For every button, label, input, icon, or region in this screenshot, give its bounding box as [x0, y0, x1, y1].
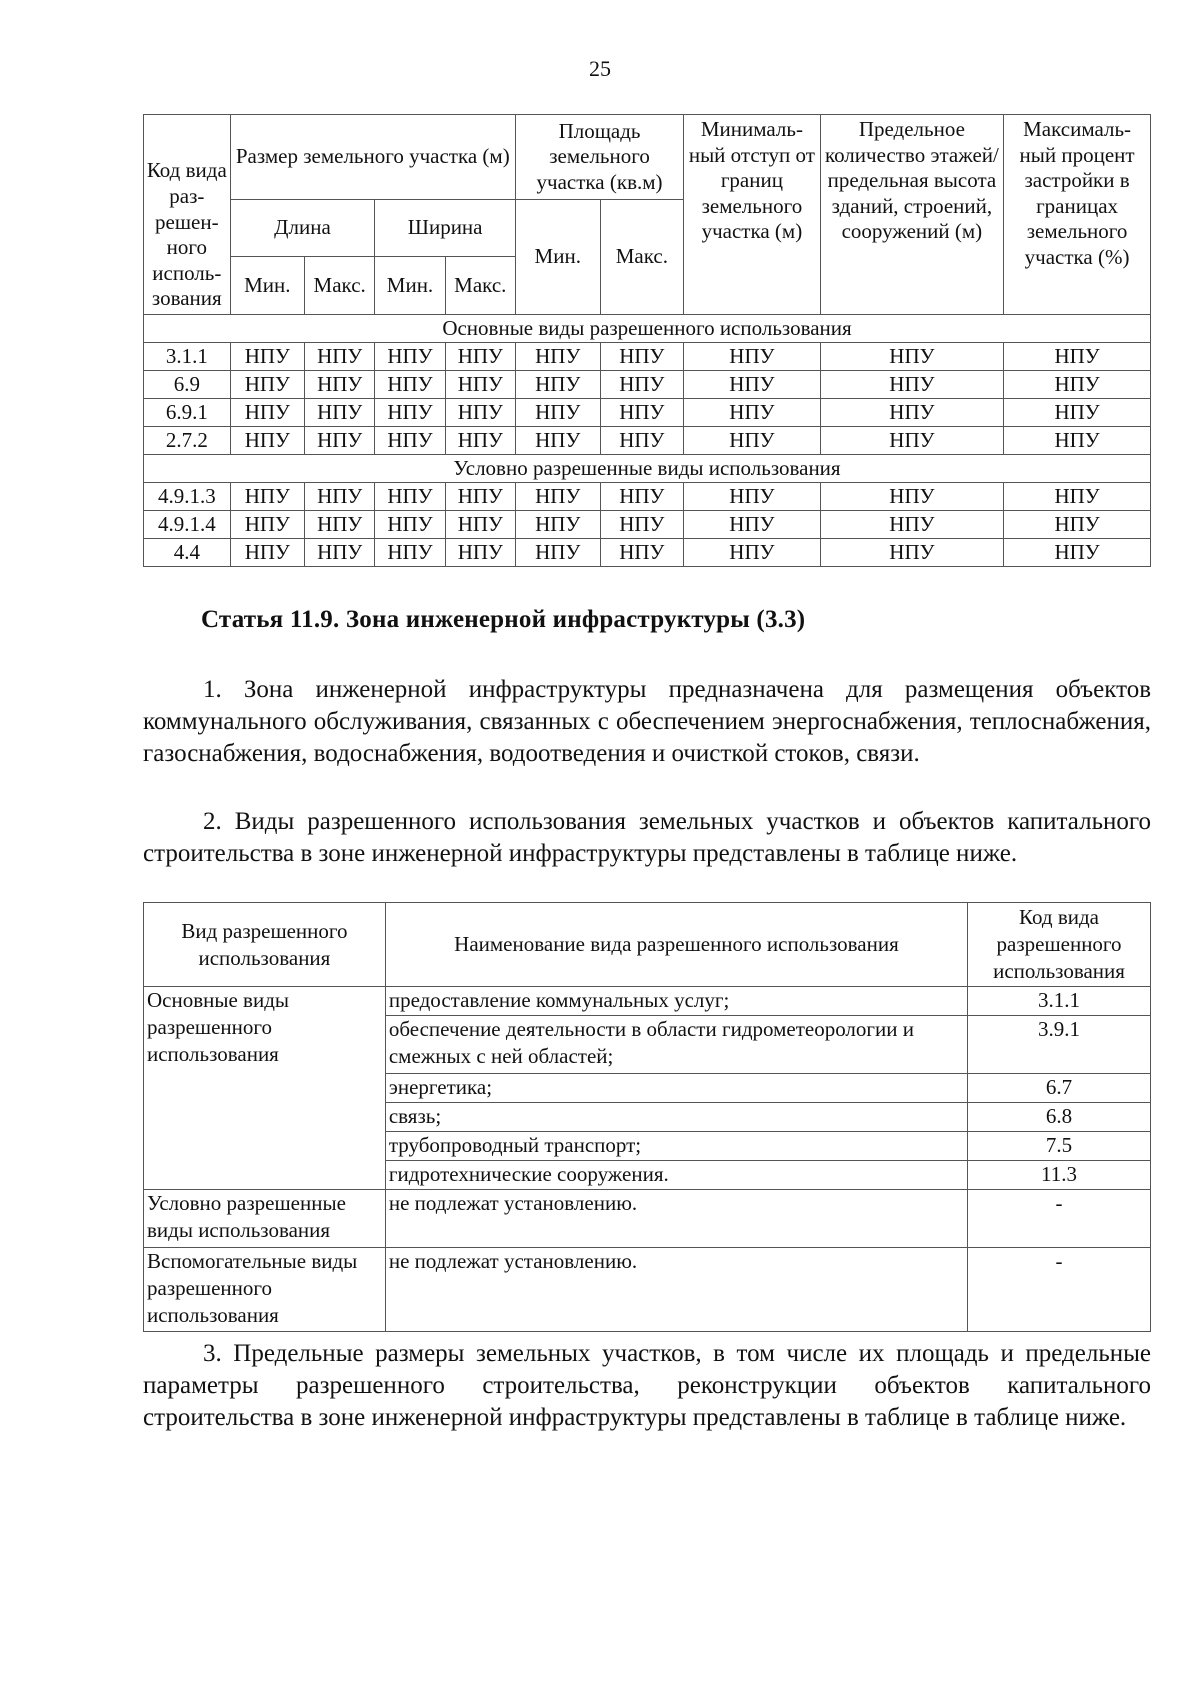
- row-code: 3.1.1: [144, 343, 231, 371]
- cell: НПУ: [375, 399, 445, 427]
- cell: НПУ: [684, 427, 821, 455]
- cell: НПУ: [305, 539, 375, 567]
- table-row: [144, 1190, 1151, 1248]
- row-code: 4.4: [144, 539, 231, 567]
- cell: НПУ: [600, 399, 684, 427]
- table-row: [144, 1248, 1151, 1332]
- header-width-max: Макс.: [445, 257, 515, 315]
- row-code: 6.9: [144, 371, 231, 399]
- row-code: 6.9.1: [144, 399, 231, 427]
- cell: НПУ: [1004, 427, 1151, 455]
- section-conditional: Условно разрешенные виды использования: [144, 455, 1151, 483]
- cell: НПУ: [445, 483, 515, 511]
- header-code: Код вида разрешенного использования: [968, 903, 1151, 987]
- cell: НПУ: [515, 399, 600, 427]
- row-code: 2.7.2: [144, 427, 231, 455]
- header-width-min: Мин.: [375, 257, 445, 315]
- section-main: Основные виды разрешенного использования: [144, 315, 1151, 343]
- cell: НПУ: [600, 427, 684, 455]
- cell: НПУ: [1004, 371, 1151, 399]
- cell: НПУ: [230, 399, 304, 427]
- cell: НПУ: [515, 511, 600, 539]
- table-row: [144, 483, 1151, 511]
- conditional-uses-label: Условно разрешенные виды использования: [144, 1190, 386, 1248]
- article-heading: Статья 11.9. Зона инженерной инфраструктуры (3.3): [201, 606, 806, 633]
- cell: НПУ: [375, 371, 445, 399]
- header-name: Наименование вида разрешенного использования: [385, 903, 967, 987]
- cell: НПУ: [230, 371, 304, 399]
- cell: НПУ: [445, 511, 515, 539]
- header-setback: Минималь- ный отступ от границ земельного участка (м): [684, 115, 821, 315]
- cell: НПУ: [820, 343, 1003, 371]
- cell: НПУ: [375, 343, 445, 371]
- header-width: Ширина: [375, 200, 516, 257]
- cell: НПУ: [515, 371, 600, 399]
- cell: НПУ: [1004, 511, 1151, 539]
- use-name: связь;: [385, 1103, 967, 1132]
- paragraph-2: 2. Виды разрешенного использования земельных участков и объектов капитального строительства в зоне инженерной инфраструктуры представлены в таблице ниже.: [143, 808, 1151, 867]
- use-code: 7.5: [968, 1132, 1151, 1161]
- paragraph-1: 1. Зона инженерной инфраструктуры предназначена для размещения объектов коммунального обслуживания, связанных с обеспечением энергоснабжения, теплоснабжения, газоснабжения, водоснабжения, водоотведения и очисткой стоков, связи.: [143, 676, 1151, 767]
- cell: НПУ: [600, 539, 684, 567]
- use-code: 3.9.1: [968, 1016, 1151, 1074]
- table-row: [144, 399, 1151, 427]
- use-name: обеспечение деятельности в области гидрометеорологии и смежных с ней областей;: [385, 1016, 967, 1074]
- cell: НПУ: [684, 483, 821, 511]
- header-type: Вид разрешенного использования: [144, 903, 386, 987]
- cell: НПУ: [820, 539, 1003, 567]
- cell: НПУ: [515, 427, 600, 455]
- cell: НПУ: [684, 539, 821, 567]
- cell: НПУ: [230, 539, 304, 567]
- cell: НПУ: [820, 511, 1003, 539]
- cell: НПУ: [230, 343, 304, 371]
- header-area-max: Макс.: [600, 200, 684, 315]
- cell: НПУ: [1004, 539, 1151, 567]
- header-area-min: Мин.: [515, 200, 600, 315]
- use-name: предоставление коммунальных услуг;: [385, 987, 967, 1016]
- page-number: 25: [589, 56, 611, 81]
- use-name: гидротехнические сооружения.: [385, 1161, 967, 1190]
- cell: НПУ: [305, 343, 375, 371]
- cell: НПУ: [684, 343, 821, 371]
- cell: НПУ: [1004, 343, 1151, 371]
- cell: НПУ: [305, 371, 375, 399]
- use-code: 11.3: [968, 1161, 1151, 1190]
- use-code: 6.7: [968, 1074, 1151, 1103]
- use-code: -: [968, 1190, 1151, 1248]
- table-row: [144, 539, 1151, 567]
- cell: НПУ: [684, 511, 821, 539]
- header-area: Площадь земельного участка (кв.м): [515, 115, 683, 200]
- cell: НПУ: [684, 371, 821, 399]
- row-code: 4.9.1.3: [144, 483, 231, 511]
- table-row: [144, 987, 1151, 1016]
- cell: НПУ: [820, 399, 1003, 427]
- use-name: не подлежат установлению.: [385, 1190, 967, 1248]
- cell: НПУ: [600, 511, 684, 539]
- use-code: 3.1.1: [968, 987, 1151, 1016]
- cell: НПУ: [230, 483, 304, 511]
- row-code: 4.9.1.4: [144, 511, 231, 539]
- cell: НПУ: [600, 483, 684, 511]
- parameters-table: [143, 114, 1151, 567]
- permitted-uses-table: [143, 902, 1151, 1332]
- cell: НПУ: [375, 539, 445, 567]
- header-length-min: Мин.: [230, 257, 304, 315]
- header-percent: Максималь- ный процент застройки в границах земельного участка (%): [1004, 115, 1151, 315]
- main-uses-label: Основные виды разрешенного использования: [144, 987, 386, 1190]
- cell: НПУ: [375, 427, 445, 455]
- table-row: [144, 343, 1151, 371]
- cell: НПУ: [600, 343, 684, 371]
- header-length: Длина: [230, 200, 375, 257]
- auxiliary-uses-label: Вспомогательные виды разрешенного использования: [144, 1248, 386, 1332]
- cell: НПУ: [820, 371, 1003, 399]
- cell: НПУ: [445, 539, 515, 567]
- use-code: 6.8: [968, 1103, 1151, 1132]
- header-size: Размер земельного участка (м): [230, 115, 515, 200]
- cell: НПУ: [305, 511, 375, 539]
- cell: НПУ: [515, 343, 600, 371]
- cell: НПУ: [515, 539, 600, 567]
- cell: НПУ: [1004, 483, 1151, 511]
- header-length-max: Макс.: [305, 257, 375, 315]
- table-row: [144, 371, 1151, 399]
- cell: НПУ: [230, 511, 304, 539]
- cell: НПУ: [820, 427, 1003, 455]
- table-row: [144, 511, 1151, 539]
- cell: НПУ: [820, 483, 1003, 511]
- cell: НПУ: [445, 371, 515, 399]
- use-name: не подлежат установлению.: [385, 1248, 967, 1332]
- use-name: энергетика;: [385, 1074, 967, 1103]
- cell: НПУ: [305, 427, 375, 455]
- cell: НПУ: [515, 483, 600, 511]
- header-code: Код вида раз- решен- ного исполь- зования: [144, 115, 231, 315]
- cell: НПУ: [1004, 399, 1151, 427]
- cell: НПУ: [445, 343, 515, 371]
- cell: НПУ: [305, 399, 375, 427]
- table-row: [144, 427, 1151, 455]
- paragraph-3: 3. Предельные размеры земельных участков, в том числе их площадь и предельные параметры разрешенного строительства, реконструкции объектов капитального строительства в зоне инженерной инфраструктуры представлены в таблице в таблице ниже.: [143, 1340, 1151, 1431]
- cell: НПУ: [684, 399, 821, 427]
- cell: НПУ: [445, 399, 515, 427]
- header-floors: Предельное количество этажей/ предельная высота зданий, строений, сооружений (м): [820, 115, 1003, 315]
- use-name: трубопроводный транспорт;: [385, 1132, 967, 1161]
- cell: НПУ: [305, 483, 375, 511]
- use-code: -: [968, 1248, 1151, 1332]
- cell: НПУ: [375, 483, 445, 511]
- cell: НПУ: [600, 371, 684, 399]
- cell: НПУ: [230, 427, 304, 455]
- cell: НПУ: [445, 427, 515, 455]
- cell: НПУ: [375, 511, 445, 539]
